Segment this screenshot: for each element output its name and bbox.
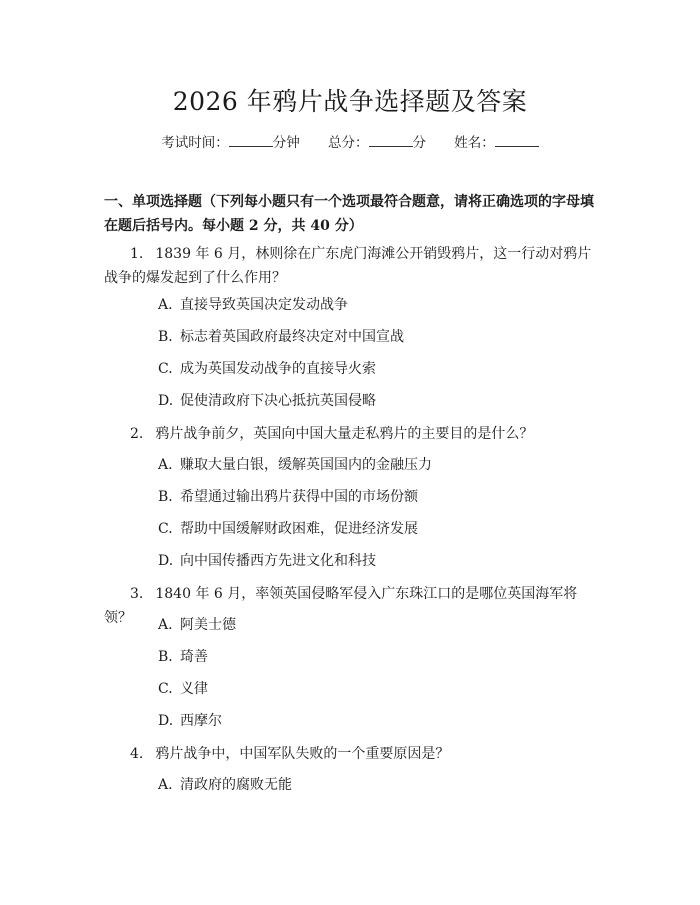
- name-blank: [495, 134, 539, 147]
- time-label: 考试时间：: [161, 135, 229, 151]
- score-blank: [369, 134, 413, 147]
- option-4a: [158, 775, 292, 795]
- name-label: 姓名：: [454, 135, 495, 151]
- option-text: 希望通过输出鸦片获得中国的市场份额: [180, 489, 418, 505]
- option-letter: C.: [158, 521, 173, 537]
- option-letter: A.: [158, 777, 173, 793]
- option-3d: [158, 711, 222, 731]
- question-number: 4.: [130, 746, 144, 762]
- question-text: 1840 年 6 月，率领英国侵略军侵入广东珠江口的是哪位英国海军将领？: [104, 586, 578, 626]
- option-text: 成为英国发动战争的直接导火索: [180, 361, 376, 377]
- option-text: 义律: [180, 681, 208, 697]
- question-text: 1839 年 6 月，林则徐在广东虎门海滩公开销毁鸦片，这一行动对鸦片战争的爆发起到了什么作用？: [104, 246, 592, 286]
- time-blank: [229, 134, 273, 147]
- student-name: [454, 131, 539, 151]
- section-heading: 一、单项选择题（下列每小题只有一个选项最符合题意，请将正确选项的字母填在题后括号内。每小题 2 分，共 40 分）: [104, 194, 594, 234]
- option-letter: A.: [158, 297, 173, 313]
- question-1: [104, 242, 600, 290]
- score-label: 总分：: [328, 135, 369, 151]
- question-text: 鸦片战争中，中国军队失败的一个重要原因是？: [155, 746, 450, 762]
- option-2a: [158, 455, 432, 475]
- option-letter: A.: [158, 457, 173, 473]
- question-number: 3.: [130, 586, 144, 602]
- option-3c: [158, 679, 208, 699]
- option-1a: [158, 295, 348, 315]
- option-letter: C.: [158, 681, 173, 697]
- option-1c: [158, 359, 376, 379]
- option-3b: [158, 647, 208, 667]
- question-2: [104, 422, 600, 446]
- option-text: 直接导致英国决定发动战争: [180, 297, 348, 313]
- option-text: 琦善: [180, 649, 208, 665]
- option-letter: B.: [158, 329, 173, 345]
- option-text: 赚取大量白银，缓解英国国内的金融压力: [180, 457, 432, 473]
- option-text: 向中国传播西方先进文化和科技: [180, 553, 376, 569]
- question-text: 鸦片战争前夕，英国向中国大量走私鸦片的主要目的是什么？: [155, 426, 534, 442]
- option-letter: D.: [158, 713, 174, 729]
- option-2c: [158, 519, 418, 539]
- option-text: 阿美士德: [180, 617, 236, 633]
- option-letter: A.: [158, 617, 173, 633]
- option-text: 西摩尔: [180, 713, 222, 729]
- score-unit: 分: [412, 135, 426, 151]
- option-1b: [158, 327, 404, 347]
- question-number: 2.: [130, 426, 144, 442]
- option-letter: D.: [158, 553, 174, 569]
- option-letter: D.: [158, 393, 174, 409]
- option-1d: [158, 391, 376, 411]
- option-2d: [158, 551, 376, 571]
- option-text: 清政府的腐败无能: [180, 777, 292, 793]
- option-letter: C.: [158, 361, 173, 377]
- option-text: 标志着英国政府最终决定对中国宣战: [180, 329, 404, 345]
- option-text: 促使清政府下决心抵抗英国侵略: [180, 393, 376, 409]
- time-unit: 分钟: [272, 135, 300, 151]
- option-2b: [158, 487, 418, 507]
- page-title: 2026 年鸦片战争选择题及答案: [172, 87, 528, 116]
- option-text: 帮助中国缓解财政困难，促进经济发展: [180, 521, 418, 537]
- total-score: [328, 131, 426, 151]
- option-3a: [158, 615, 236, 635]
- exam-meta: [0, 131, 700, 151]
- question-number: 1.: [130, 246, 144, 262]
- option-letter: B.: [158, 489, 173, 505]
- question-4: [104, 742, 600, 766]
- option-letter: B.: [158, 649, 173, 665]
- exam-time: [161, 131, 300, 151]
